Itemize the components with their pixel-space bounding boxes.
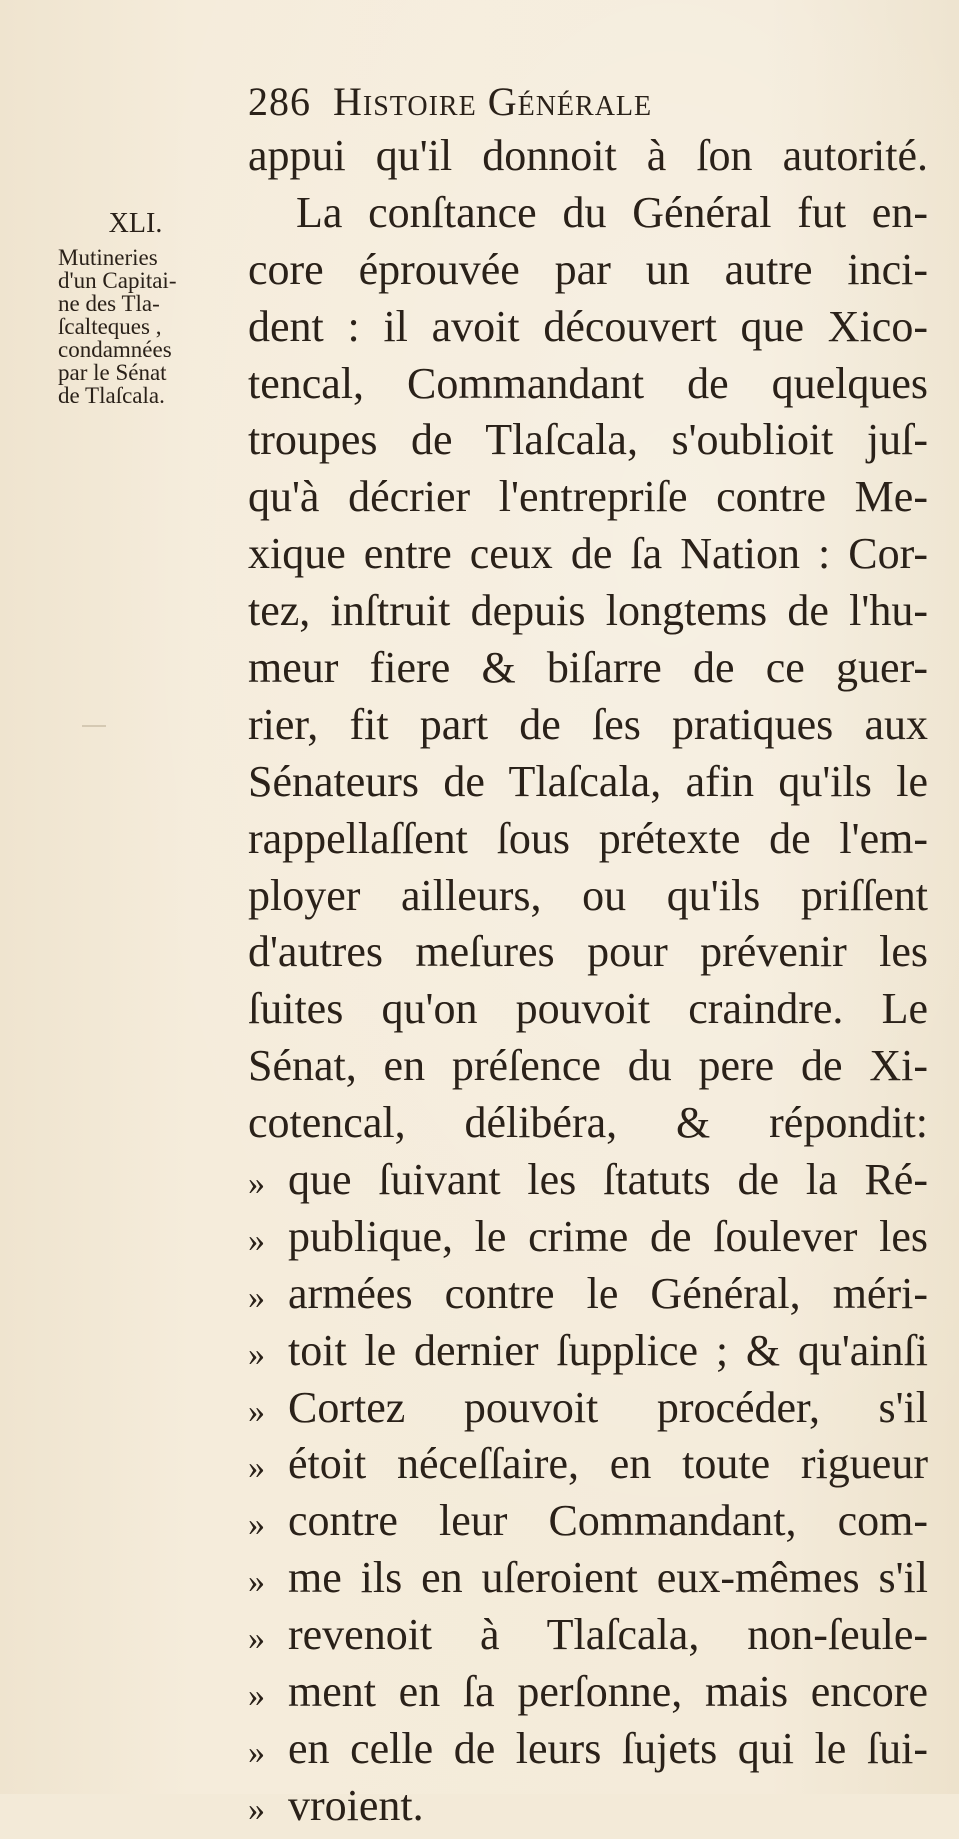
text-line: rier, fit part de ſes pratiques aux bbox=[248, 699, 928, 749]
running-header bbox=[248, 78, 652, 125]
text-line: tencal, Commandant de quelques bbox=[248, 358, 928, 408]
margin-note-line: d'un Capitai- bbox=[58, 268, 177, 293]
quote-mark: » bbox=[248, 1677, 265, 1715]
quoted-line: » ment en ſa perſonne, mais encore bbox=[248, 1664, 928, 1721]
margin-dash bbox=[82, 725, 106, 727]
quote-mark: » bbox=[248, 1221, 265, 1259]
text-line: troupes de Tlaſcala, s'oublioit juſ- bbox=[248, 415, 928, 465]
quoted-line: » en celle de leurs ſujets qui le ſui- bbox=[248, 1721, 928, 1778]
text-line: rappellaſſent ſous prétexte de l'em- bbox=[248, 813, 928, 863]
margin-note-line: ſcalteques , bbox=[58, 314, 162, 339]
quote-mark: » bbox=[248, 1563, 265, 1601]
margin-note-line: condamnées bbox=[58, 337, 172, 362]
quoted-line: » toit le dernier ſupplice ; & qu'ainſi bbox=[248, 1323, 928, 1380]
margin-note-line: de Tlaſcala. bbox=[58, 383, 165, 408]
quoted-line: » étoit néceſſaire, en toute rigueur bbox=[248, 1436, 928, 1493]
margin-note-line: ne des Tla- bbox=[58, 291, 160, 316]
text-line: core éprouvée par un autre inci- bbox=[248, 244, 928, 294]
text-line: meur fiere & biſarre de ce guer- bbox=[248, 643, 928, 693]
quote-mark: » bbox=[248, 1335, 265, 1373]
text-line: tez, inſtruit depuis longtems de l'hu- bbox=[248, 586, 928, 636]
margin-note-line: par le Sénat bbox=[58, 360, 167, 385]
margin-note-number: XLI. bbox=[108, 208, 163, 239]
quote-mark: » bbox=[248, 1790, 265, 1828]
margin-note bbox=[58, 210, 243, 407]
quoted-line: » Cortez pouvoit procéder, s'il bbox=[248, 1380, 928, 1437]
quote-mark: » bbox=[248, 1733, 265, 1771]
text-line: d'autres meſures pour prévenir les bbox=[248, 927, 928, 977]
quote-mark: » bbox=[248, 1278, 265, 1316]
quoted-line: » me ils en uſeroient eux-mêmes s'il bbox=[248, 1550, 928, 1607]
quote-mark: » bbox=[248, 1506, 265, 1544]
body-text bbox=[248, 128, 928, 1835]
text-line: xique entre ceux de ſa Nation : Cor- bbox=[248, 529, 928, 579]
text-line: qu'à décrier l'entrepriſe contre Me- bbox=[248, 472, 928, 522]
quoted-line: » contre leur Commandant, com- bbox=[248, 1493, 928, 1550]
text-line: Sénat, en préſence du pere de Xi- bbox=[248, 1041, 928, 1091]
quoted-line: » que ſuivant les ſtatuts de la Ré- bbox=[248, 1152, 928, 1209]
quote-mark: » bbox=[248, 1620, 265, 1658]
paragraph-start-line: La conſtance du Général fut en- bbox=[296, 187, 928, 237]
quoted-line: » vroient. bbox=[248, 1778, 928, 1835]
quoted-line: » revenoit à Tlaſcala, non-ſeule- bbox=[248, 1607, 928, 1664]
quote-mark: » bbox=[248, 1165, 265, 1203]
running-title: Histoire Générale bbox=[333, 79, 653, 124]
quoted-line: » publique, le crime de ſoulever les bbox=[248, 1209, 928, 1266]
text-line: appui qu'il donnoit à ſon autorité. bbox=[248, 131, 928, 180]
page-number: 286 bbox=[248, 79, 311, 124]
text-line: cotencal, délibéra, & répondit: bbox=[248, 1098, 928, 1148]
quote-mark: » bbox=[248, 1392, 265, 1430]
margin-note-line: Mutineries bbox=[58, 245, 158, 270]
text-line: ſuites qu'on pouvoit craindre. Le bbox=[248, 984, 928, 1034]
text-line: Sénateurs de Tlaſcala, afin qu'ils le bbox=[248, 756, 928, 806]
text-line: ployer ailleurs, ou qu'ils priſſent bbox=[248, 870, 928, 920]
text-line: dent : il avoit découvert que Xico- bbox=[248, 301, 928, 351]
quoted-line: » armées contre le Général, méri- bbox=[248, 1266, 928, 1323]
quote-mark: » bbox=[248, 1449, 265, 1487]
